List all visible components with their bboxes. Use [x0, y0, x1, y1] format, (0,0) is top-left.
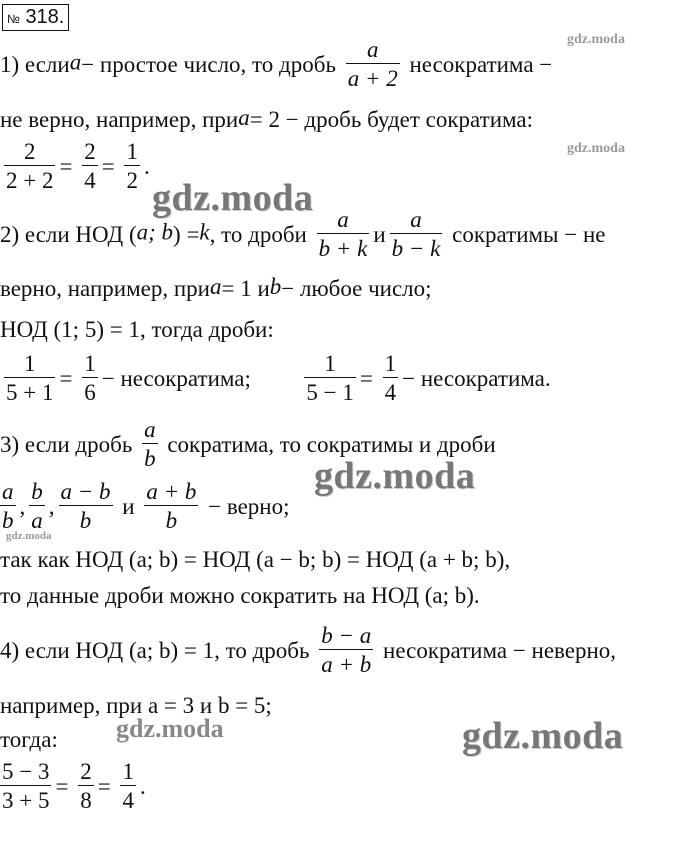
fraction: $\frac{b}{a}$	[31, 479, 43, 533]
fraction: $\frac{a}{b + k}$	[318, 207, 368, 261]
item2-calc: $\frac{1}{5 + 1}$ = $\frac{1}{6}$ − несократима; $\frac{1}{5 - 1}$ = $\frac{1}{4}$ − несократима.	[6, 351, 551, 405]
fraction: $\frac{2}{8}$	[80, 759, 92, 813]
item4-line3: тогда:	[0, 727, 58, 753]
item2-line3: НОД (1; 5) = 1, тогда дроби:	[0, 317, 274, 343]
item3-line2: $\frac{a}{b}$ , $\frac{b}{a}$ , $\frac{a - b}{b}$ и $\frac{a + b}{b}$ − верно;	[2, 479, 290, 533]
watermark: gdz.moda	[116, 714, 224, 743]
item1-calc: $\frac{2}{2 + 2}$ = $\frac{2}{4}$ = $\frac{1}{2}$ .	[6, 139, 150, 193]
watermark: gdz.moda	[6, 530, 52, 542]
fraction: $\frac{5 - 3}{3 + 5}$	[2, 759, 50, 813]
fraction: $\frac{a}{b}$	[2, 479, 14, 533]
fraction: $\frac{1}{2}$	[126, 139, 138, 193]
watermark: gdz.moda	[462, 715, 624, 757]
fraction: $\frac{2}{2 + 2}$	[6, 139, 54, 193]
item3-line3: так как НОД (a; b) = НОД (a − b; b) = НОД (a + b; b),	[0, 547, 511, 573]
watermark: gdz.moda	[314, 455, 476, 497]
fraction: $\frac{a}{b - k}$	[391, 207, 441, 261]
problem-number-value: 318.	[25, 6, 65, 28]
item4-line2: например, при a = 3 и b = 5;	[0, 693, 272, 719]
item2-line1: 2) если НОД (a; b) =k, то дроби $\frac{a}{b + k}$ и $\frac{a}{b - k}$ сократимы − не	[0, 207, 606, 261]
fraction: $\frac{a + b}{b}$	[146, 479, 197, 533]
problem-number	[2, 4, 69, 31]
item3-line1: 3) если дробь $\frac{a}{b}$ сократима, то сократимы и дроби	[0, 417, 496, 471]
item3-line4: то данные дроби можно сократить на НОД (a; b).	[0, 583, 480, 609]
item2-line2: верно, например, приa= 1 иb− любое число;	[0, 274, 432, 302]
item1-line2: не верно, например, приa= 2 − дробь будет сократима:	[0, 105, 534, 133]
fraction: $\frac{a}{a + 2}$	[347, 37, 398, 91]
problem-prefix: №	[7, 12, 20, 26]
fraction: $\frac{1}{5 + 1}$	[6, 351, 54, 405]
fraction: $\frac{a - b}{b}$	[60, 479, 111, 533]
watermark: gdz.moda	[567, 32, 625, 47]
fraction: $\frac{b - a}{a + b}$	[321, 623, 372, 677]
item4-line1: 4) если НОД (a; b) = 1, то дробь $\frac{b - a}{a + b}$ несократима − неверно,	[0, 623, 617, 677]
fraction: $\frac{1}{4}$	[122, 759, 134, 813]
fraction: $\frac{2}{4}$	[84, 139, 96, 193]
item1-line1: 1) еслиa− простое число, то дробь $\frac{a}{a + 2}$ несократима −	[0, 37, 553, 91]
fraction: $\frac{1}{6}$	[84, 351, 96, 405]
fraction: $\frac{1}{5 - 1}$	[306, 351, 354, 405]
watermark: gdz.moda	[152, 177, 314, 219]
fraction: $\frac{a}{b}$	[144, 417, 156, 471]
item4-calc: $\frac{5 - 3}{3 + 5}$ = $\frac{2}{8}$ = $\frac{1}{4}$ .	[2, 759, 146, 813]
fraction: $\frac{1}{4}$	[384, 351, 397, 405]
watermark: gdz.moda	[567, 141, 625, 156]
